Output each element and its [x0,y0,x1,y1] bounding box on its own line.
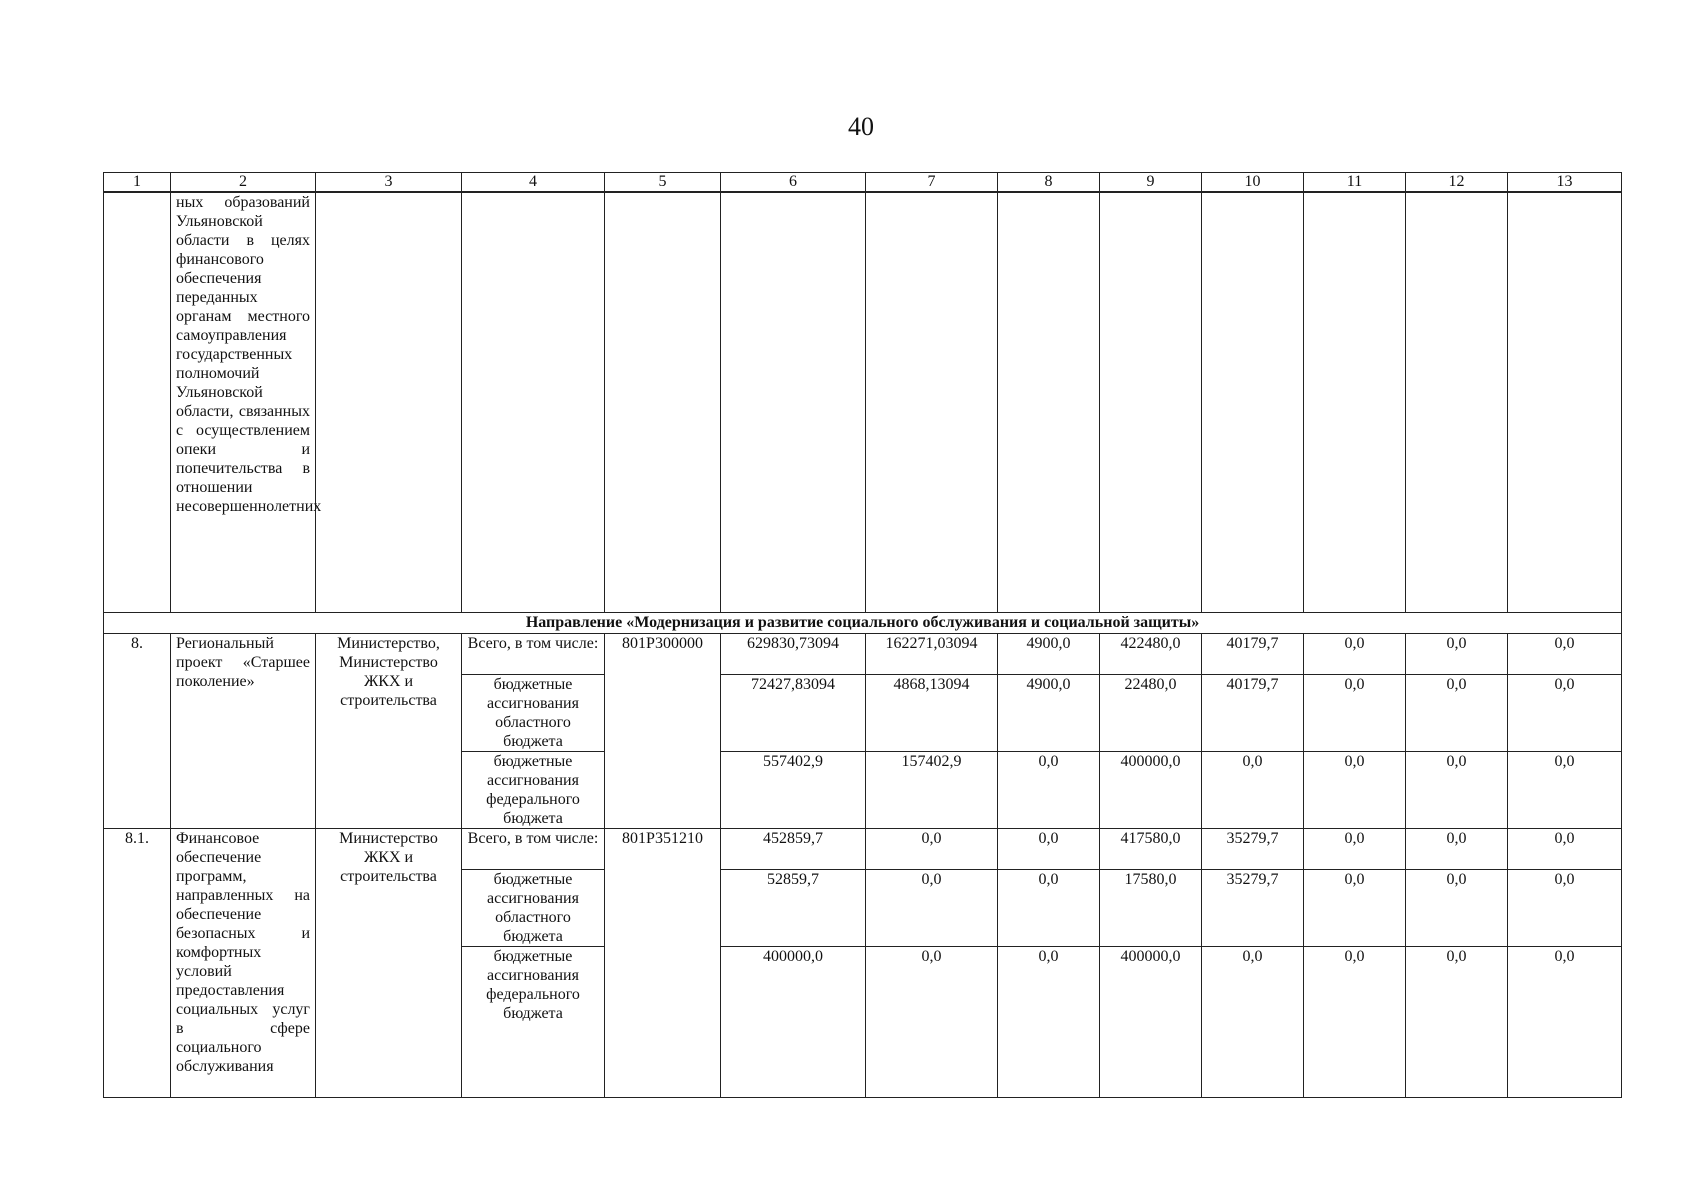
amount: 4868,13094 [866,674,998,751]
amount: 0,0 [866,828,998,869]
source-label: бюджетные ассигнования областного бюджета [462,869,605,946]
row-name: Региональный проект «Старшее поколение» [171,633,316,828]
amount: 0,0 [1508,751,1622,828]
continued-text: ных образований Ульяновской области в целях финансового обеспечения переданных органам местного самоуправления государственных полномочий Ульяновской области, связанных с осуществлением опеки и попечительства в отношении несовершеннолетних [171,192,316,612]
cell [104,192,171,612]
col-header: 4 [462,173,605,193]
amount: 0,0 [998,751,1100,828]
col-header: 12 [1406,173,1508,193]
cell [1508,192,1622,612]
amount: 0,0 [1508,946,1622,1097]
cell [866,192,998,612]
row-executor: Министерство, Министерство ЖКХ и строительства [316,633,462,828]
amount: 0,0 [1406,633,1508,674]
amount: 0,0 [1406,828,1508,869]
cell [1406,192,1508,612]
amount: 4900,0 [998,633,1100,674]
col-header: 13 [1508,173,1622,193]
amount: 52859,7 [721,869,866,946]
source-label: бюджетные ассигнования федерального бюджета [462,751,605,828]
col-header: 10 [1202,173,1304,193]
col-header: 11 [1304,173,1406,193]
table-row [104,828,1622,869]
amount: 0,0 [998,946,1100,1097]
amount: 162271,03094 [866,633,998,674]
section-row [104,612,1622,633]
amount: 72427,83094 [721,674,866,751]
row-number: 8. [104,633,171,828]
amount: 0,0 [1406,869,1508,946]
amount: 0,0 [866,869,998,946]
cell [462,192,605,612]
amount: 0,0 [1304,751,1406,828]
cell [605,192,721,612]
section-title: Направление «Модернизация и развитие социального обслуживания и социальной защиты» [104,612,1622,633]
amount: 0,0 [1304,946,1406,1097]
row-number: 8.1. [104,828,171,1097]
amount: 0,0 [1508,674,1622,751]
amount: 0,0 [1202,751,1304,828]
col-header: 9 [1100,173,1202,193]
amount: 422480,0 [1100,633,1202,674]
amount: 22480,0 [1100,674,1202,751]
cell [1304,192,1406,612]
amount: 17580,0 [1100,869,1202,946]
amount: 0,0 [998,828,1100,869]
cell [998,192,1100,612]
amount: 629830,73094 [721,633,866,674]
amount: 0,0 [1406,751,1508,828]
amount: 452859,7 [721,828,866,869]
table-row [104,633,1622,674]
amount: 0,0 [998,869,1100,946]
row-code: 801P300000 [605,633,721,828]
col-header: 7 [866,173,998,193]
amount: 0,0 [1406,946,1508,1097]
budget-table [103,172,1622,1098]
source-label: бюджетные ассигнования федерального бюджета [462,946,605,1097]
amount: 40179,7 [1202,674,1304,751]
amount: 35279,7 [1202,828,1304,869]
col-header: 2 [171,173,316,193]
amount: 0,0 [1508,869,1622,946]
amount: 0,0 [1202,946,1304,1097]
amount: 400000,0 [1100,751,1202,828]
amount: 0,0 [1304,633,1406,674]
amount: 557402,9 [721,751,866,828]
amount: 0,0 [1304,674,1406,751]
cell [1202,192,1304,612]
amount: 0,0 [1406,674,1508,751]
col-header: 5 [605,173,721,193]
cell [721,192,866,612]
col-header: 8 [998,173,1100,193]
col-header: 6 [721,173,866,193]
source-label: Всего, в том числе: [462,633,605,674]
amount: 0,0 [1508,828,1622,869]
source-label: бюджетные ассигнования областного бюджета [462,674,605,751]
amount: 0,0 [1304,869,1406,946]
row-name: Финансовое обеспечение программ, направленных на обеспечение безопасных и комфортных условий предоставления социальных услуг в сфере социального обслуживания [171,828,316,1097]
amount: 0,0 [1508,633,1622,674]
col-header: 1 [104,173,171,193]
col-header: 3 [316,173,462,193]
row-executor: Министерство ЖКХ и строительства [316,828,462,1097]
continued-row [104,192,1622,612]
amount: 40179,7 [1202,633,1304,674]
amount: 400000,0 [721,946,866,1097]
cell [316,192,462,612]
amount: 400000,0 [1100,946,1202,1097]
page-number: 40 [848,112,874,141]
row-code: 801P351210 [605,828,721,1097]
amount: 35279,7 [1202,869,1304,946]
column-number-row [104,173,1622,193]
amount: 157402,9 [866,751,998,828]
source-label: Всего, в том числе: [462,828,605,869]
cell [1100,192,1202,612]
amount: 4900,0 [998,674,1100,751]
amount: 0,0 [866,946,998,1097]
amount: 417580,0 [1100,828,1202,869]
amount: 0,0 [1304,828,1406,869]
